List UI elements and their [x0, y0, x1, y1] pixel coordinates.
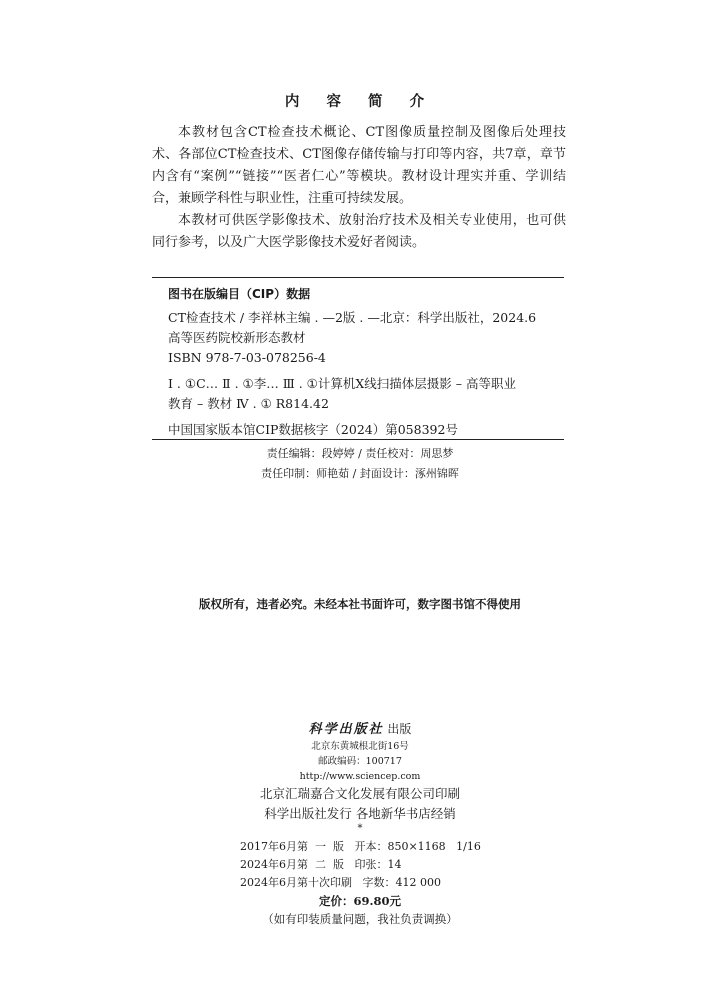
cip-block	[168, 284, 566, 440]
cip-line-classification-cont: 教育 – 教材 Ⅳ . ① R814.42	[168, 396, 329, 411]
cip-line-series: 高等医药院校新形态教材	[168, 330, 306, 345]
edition-line-1: 2017年6月第 一 版 开本：850×1168 1/16	[240, 840, 481, 853]
publisher-url: http://www.sciencep.com	[299, 771, 421, 782]
cip-line-record: 中国国家版本馆CIP数据核字（2024）第058392号	[168, 422, 458, 437]
intro-paragraph-1: 本教材包含CT检查技术概论、CT图像质量控制及图像后处理技术、各部位CT检查技术、CT图像存储传输与打印等内容，共7章，章节内含有“案例”“链接”“医者仁心”等模块。教材设计理实并重、学训结合，兼顾学科性与职业性，注重可持续发展。	[152, 125, 566, 206]
publisher-postcode: 邮政编码：100717	[318, 756, 402, 767]
publisher-suffix: 出版	[383, 722, 412, 736]
editors-line-1: 责任编辑：段婷婷 / 责任校对：周思梦	[266, 447, 454, 460]
colophon	[0, 720, 720, 928]
copyright-notice: 版权所有，违者必究。未经本社书面许可，数字图书馆不得使用	[199, 597, 521, 611]
edition-line-2: 2024年6月第 二 版 印张：14	[240, 858, 402, 871]
distribution-line: 科学出版社发行 各地新华书店经销	[264, 806, 456, 821]
cip-line-title: CT检查技术 / 李祥林主编 . —2版 . —北京：科学出版社，2024.6	[168, 310, 537, 325]
printer-line: 北京汇瑞嘉合文化发展有限公司印刷	[259, 786, 460, 801]
edition-line-3: 2024年6月第十次印刷 字数：412 000	[240, 876, 441, 889]
price: 定价：69.80元	[318, 894, 401, 908]
cip-line-classification: Ⅰ . ①C… Ⅱ . ①李… Ⅲ . ①计算机X线扫描体层摄影 – 高等职业	[168, 376, 516, 391]
publisher-name: 科学出版社	[308, 722, 384, 737]
cip-heading: 图书在版编目（CIP）数据	[168, 287, 311, 301]
cip-line-isbn: ISBN 978-7-03-078256-4	[168, 350, 326, 365]
cip-bottom-rule	[152, 439, 564, 440]
editors-block	[0, 444, 720, 484]
page-title: 内 容 简 介	[284, 94, 436, 110]
publisher-line	[0, 720, 720, 739]
intro-section	[152, 122, 566, 254]
editors-line-2: 责任印制：师艳茹 / 封面设计：涿州锦晖	[261, 467, 459, 480]
publisher-address: 北京东黄城根北街16号	[311, 741, 409, 752]
quality-note: （如有印装质量问题，我社负责调换）	[262, 912, 458, 926]
intro-paragraph-2: 本教材可供医学影像技术、放射治疗技术及相关专业使用，也可供同行参考，以及广大医学影像技术爱好者阅读。	[152, 213, 566, 250]
cip-top-rule	[152, 277, 564, 278]
separator-star: *	[357, 823, 363, 834]
